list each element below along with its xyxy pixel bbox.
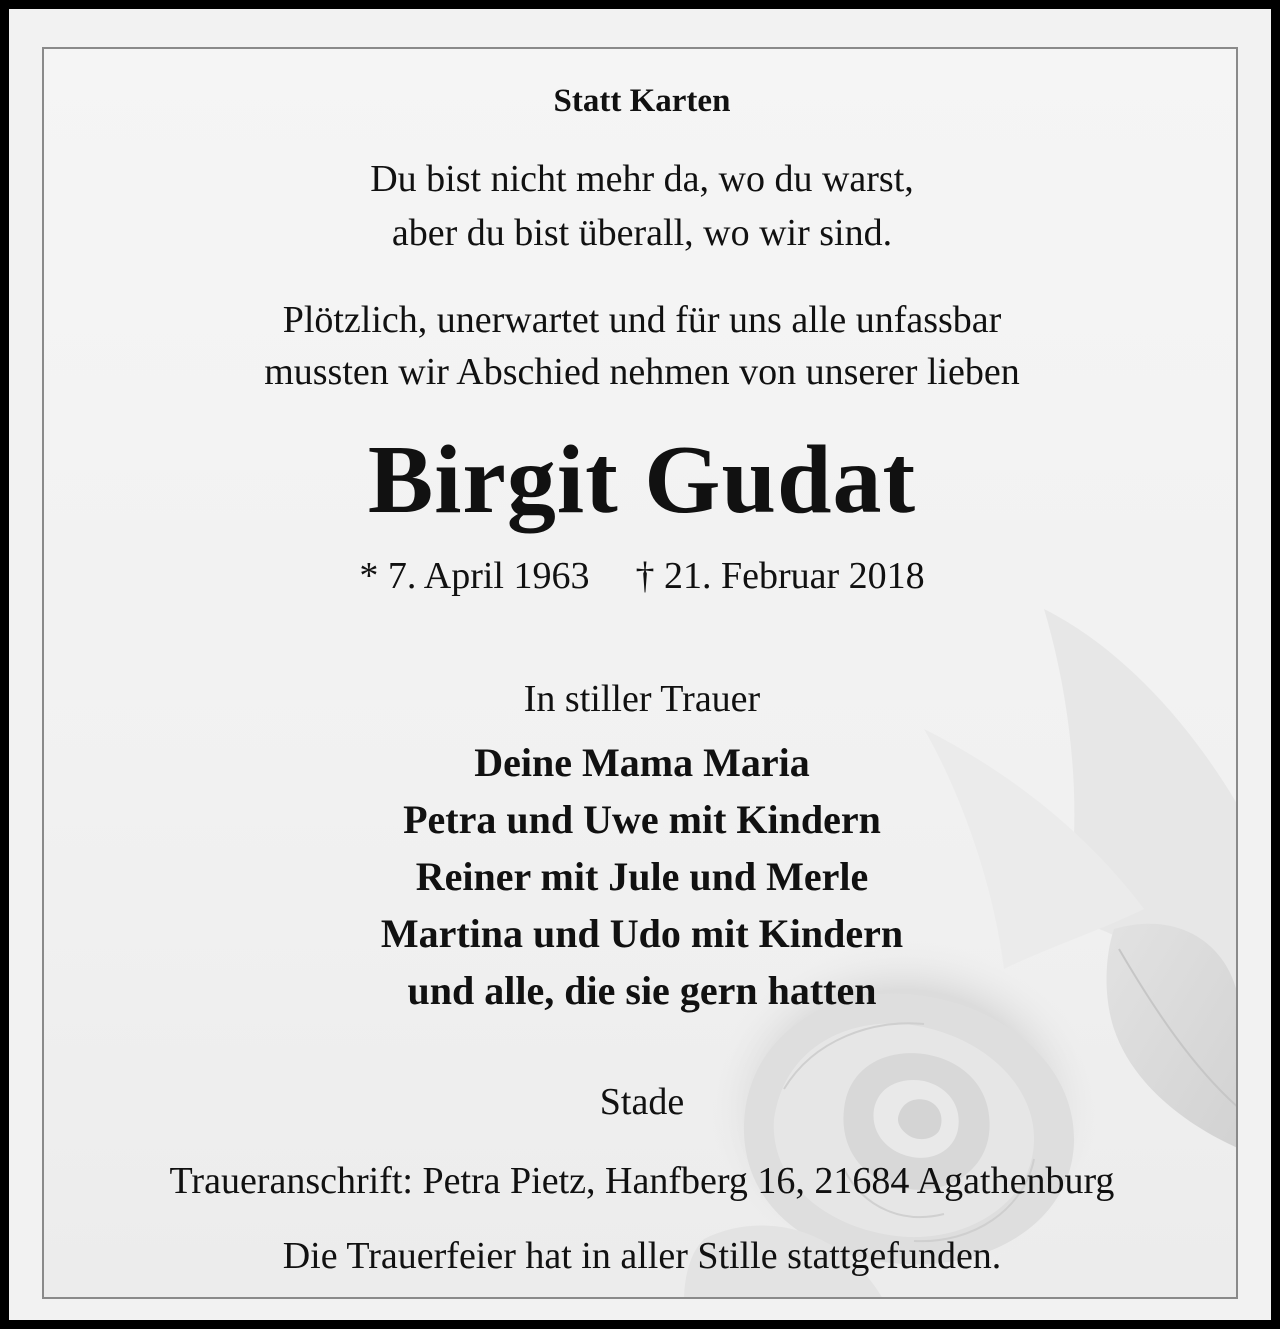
birth-date: * 7. April 1963: [359, 555, 590, 597]
death-date: † 21. Februar 2018: [635, 555, 925, 597]
ceremony-note: Die Trauerfeier hat in aller Stille stattgefunden.: [282, 1235, 1002, 1277]
deceased-name: Birgit Gudat: [367, 426, 917, 534]
quote-line: Du bist nicht mehr da, wo du warst,: [370, 158, 914, 200]
life-dates: [44, 557, 1238, 595]
mourning-line: In stiller Trauer: [523, 678, 761, 720]
intro-line: Plötzlich, unerwartet und für uns alle unfassbar: [282, 299, 1002, 341]
header-statt-karten: Statt Karten: [553, 83, 731, 119]
family-member: Reiner mit Jule und Merle: [415, 854, 869, 899]
inner-frame: [42, 47, 1238, 1299]
notice-text: [44, 49, 1238, 1299]
family-member: Martina und Udo mit Kindern: [380, 911, 904, 956]
intro-line: mussten wir Abschied nehmen von unserer lieben: [264, 351, 1020, 393]
family-member: Deine Mama Maria: [474, 740, 810, 785]
quote-line: aber du bist überall, wo wir sind.: [391, 212, 893, 254]
family-member: Petra und Uwe mit Kindern: [403, 797, 881, 842]
family-member: und alle, die sie gern hatten: [407, 968, 877, 1013]
city: Stade: [599, 1081, 685, 1123]
mourning-address: Traueranschrift: Petra Pietz, Hanfberg 16, 21684 Agathenburg: [169, 1160, 1115, 1202]
